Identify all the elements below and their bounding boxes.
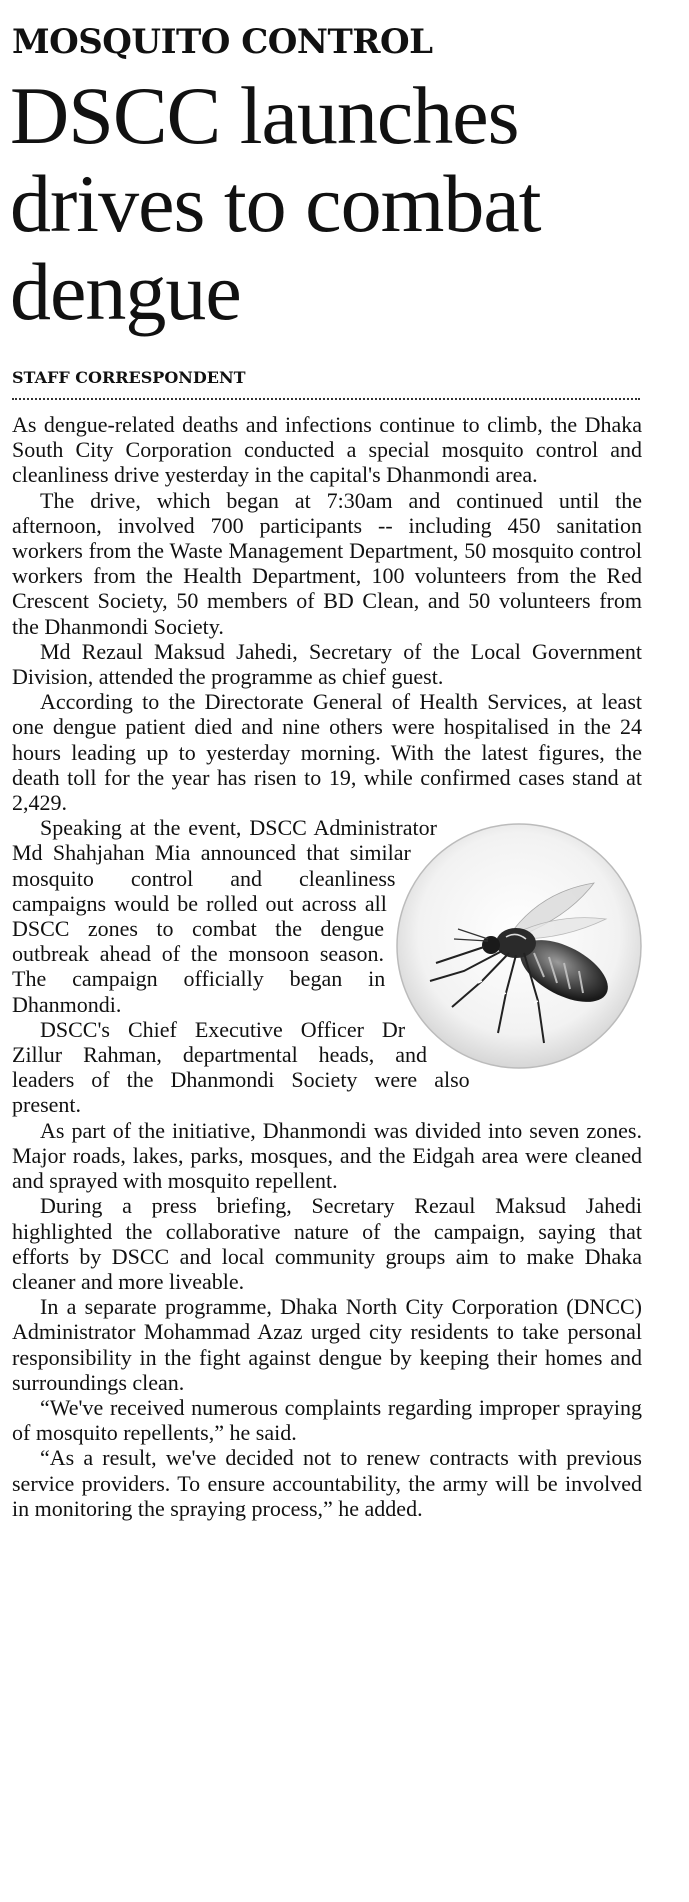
article-body — [12, 412, 642, 1521]
paragraph: “We've received numerous complaints regarding improper spraying of mosquito repellents,” he said. — [12, 1394, 642, 1446]
paragraph: The drive, which began at 7:30am and continued until the afternoon, involved 700 participants -- including 450 sanitation workers from the Waste Management Department, 50 mosquito control workers from the Health Department, 100 volunteers from the Red Crescent Society, 50 members of BD Clean, and 50 volunteers from the Dhanmondi Society. — [12, 487, 642, 639]
paragraph: According to the Directorate General of Health Services, at least one dengue patient died and nine others were hospitalised in the 24 hours leading up to yesterday morning. With the latest figures, the death toll for the year has risen to 19, while confirmed cases stand at 2,429. — [12, 689, 642, 816]
paragraph: As dengue-related deaths and infections continue to climb, the Dhaka South City Corporation conducted a special mosquito control and cleanliness drive yesterday in the capital's Dhanmondi area. — [12, 412, 642, 488]
paragraph: In a separate programme, Dhaka North City Corporation (DNCC) Administrator Mohammad Azaz urged city residents to take personal responsibility in the fight against dengue by keeping their homes and surroundings clean. — [12, 1294, 642, 1395]
headline: DSCC launches drives to combat dengue — [10, 70, 541, 337]
paragraph: DSCC's Chief Executive Officer Dr Zillur Rahman, departmental heads, and leaders of the Dhanmondi Society were also present. — [12, 1016, 470, 1118]
paragraph: “As a result, we've decided not to renew contracts with previous service providers. To ensure accountability, the army will be involved in monitoring the spraying process,” he added. — [12, 1445, 642, 1521]
byline: STAFF CORRESPONDENT — [12, 368, 246, 387]
paragraph: During a press briefing, Secretary Rezaul Maksud Jahedi highlighted the collaborative nature of the campaign, saying that efforts by DSCC and local community groups aim to make Dhaka cleaner and more liveable. — [12, 1193, 642, 1294]
paragraph: Speaking at the event, DSCC Administrator Md Shahjahan Mia announced that similar mosquito control and cleanliness campaigns would be rolled out across all DSCC zones to combat the dengue outbreak ahead of the monsoon season. The campaign officially began in Dhanmondi. — [12, 815, 437, 1017]
mosquito-icon — [394, 821, 644, 1071]
byline-divider — [12, 398, 640, 400]
mosquito-photo — [394, 821, 644, 1071]
paragraph: Md Rezaul Maksud Jahedi, Secretary of the Local Government Division, attended the programme as chief guest. — [12, 638, 642, 690]
paragraph: As part of the initiative, Dhanmondi was divided into seven zones. Major roads, lakes, parks, mosques, and the Eidgah area were cleaned and sprayed with mosquito repellent. — [12, 1117, 642, 1194]
section-kicker: MOSQUITO CONTROL — [12, 22, 433, 62]
